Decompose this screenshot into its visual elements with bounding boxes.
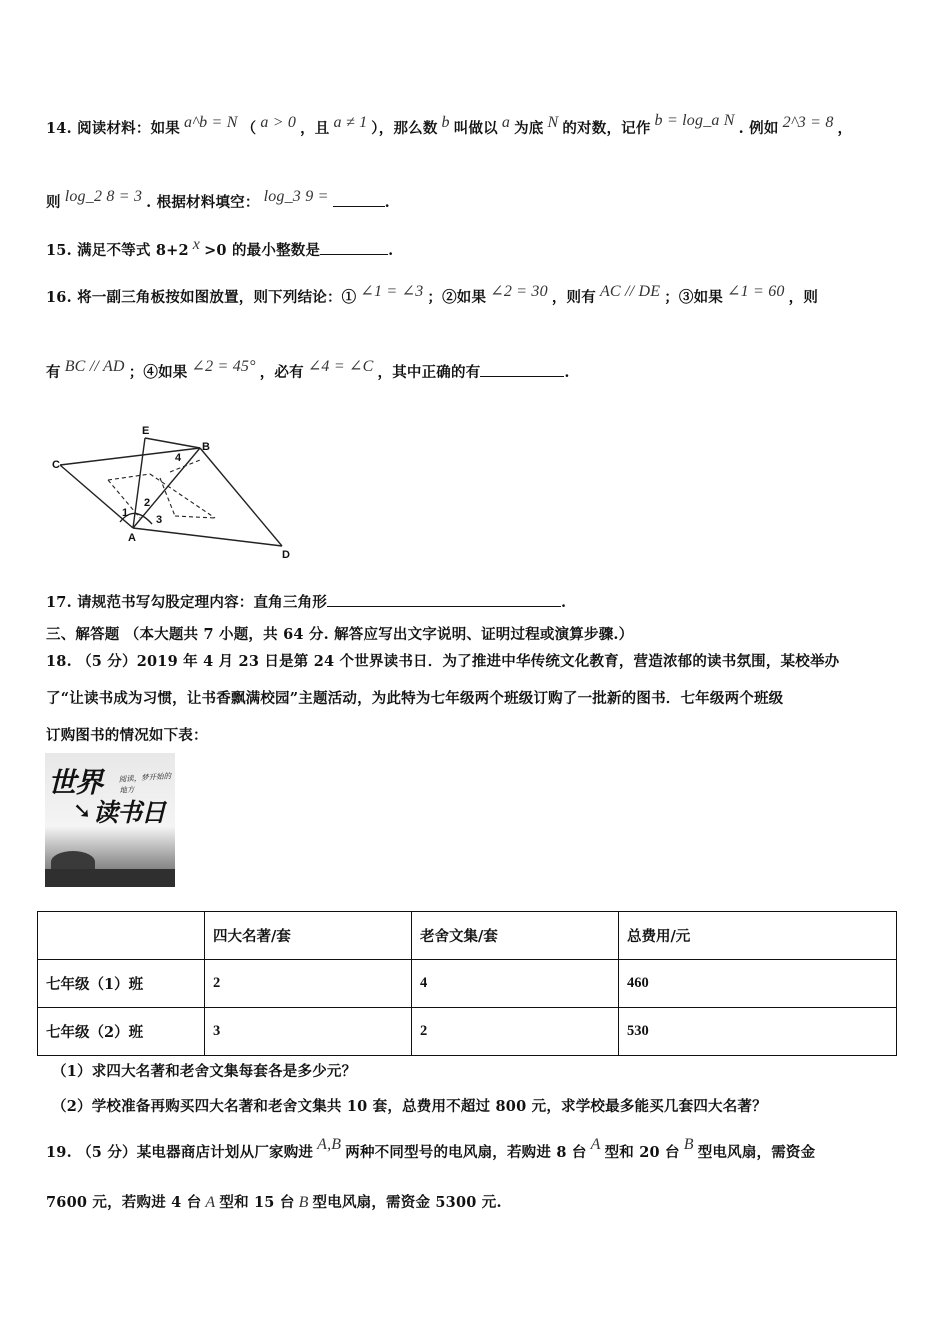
q18-line3: 订购图书的情况如下表： xyxy=(46,727,208,744)
world-book-day-poster xyxy=(45,753,175,887)
math-x: x xyxy=(192,236,201,253)
label-A: A xyxy=(128,532,136,544)
label-4: 4 xyxy=(175,452,182,464)
math-log2-8: log_2 8 = 3 xyxy=(64,188,143,205)
math-power: a^b = N xyxy=(183,114,238,131)
q15-line: 15. 满足不等式 8+2 x >0 的最小整数是 . xyxy=(46,236,394,259)
label-E: E xyxy=(142,425,150,437)
math-example: 2^3 = 8 xyxy=(782,114,834,131)
label-3: 3 xyxy=(156,514,163,526)
answer-blank xyxy=(327,592,561,607)
line-E-B xyxy=(145,438,200,448)
q16-line2: 有 BC // AD ；④如果 ∠2 = 45° ，必有 ∠4 = ∠C ，其中正确的有 . xyxy=(46,358,570,381)
q19-line2: 7600 元，若购进 4 台 A 型和 15 台 B 型电风扇，需资金 5300 元. xyxy=(46,1194,502,1211)
book-order-table xyxy=(37,911,897,1056)
arrow-icon: ➘ xyxy=(73,799,92,824)
poster-title-2: 读书日 xyxy=(93,798,166,827)
line-B-D xyxy=(200,448,282,546)
label-B: B xyxy=(202,441,210,453)
q14-number: 14. xyxy=(46,120,72,137)
q18-sub2: （2）学校准备再购买四大名著和老舍文集共 10 套，总费用不超过 800 元，求学校最多能买几套四大名著？ xyxy=(52,1098,767,1115)
answer-blank xyxy=(320,240,388,255)
q14-line2: 则 log_2 8 = 3 . 根据材料填空： log_3 9 = . xyxy=(46,188,390,211)
label-C: C xyxy=(52,459,60,471)
math-a-not-one: a ≠ 1 xyxy=(333,114,368,131)
label-D: D xyxy=(282,549,290,560)
q19-line1: 19. （5 分）某电器商店计划从厂家购进 A,B 两种不同型号的电风扇，若购进 8 台 A 型和 20 台 B 型电风扇，需资金 xyxy=(46,1136,816,1161)
q18-line1: 18. （5 分）2019 年 4 月 23 日是第 24 个世界读书日．为了推进中华传统文化教育，营造浓郁的读书氛围，某校举办 xyxy=(46,653,840,670)
table-row: 七年级（2）班 3 2 530 xyxy=(38,1008,897,1056)
triangle-figure xyxy=(50,420,300,560)
section-heading: 三、解答题 （本大题共 7 小题，共 64 分. 解答应写出文字说明、证明过程或演算步骤.） xyxy=(46,626,634,643)
math-log3-9: log_3 9 = xyxy=(263,188,329,205)
table-row: 七年级（1）班 2 4 460 xyxy=(38,960,897,1008)
q17-line: 17. 请规范书写勾股定理内容：直角三角形 . xyxy=(46,594,567,611)
table-header-row: 四大名著/套 老舍文集/套 总费用/元 xyxy=(38,912,897,960)
poster-slogan: 阅读，梦开始的地方 xyxy=(118,771,172,795)
label-1: 1 xyxy=(122,507,129,519)
poster-title-1: 世界 xyxy=(48,766,103,799)
q14-line1: 14. 阅读材料：如果 a^b = N （ a > 0 ，且 a ≠ 1 ），那么数 b 叫做以 a 为底 N 的对数，记作 b = log_a N . 例如 2^3 = 8 ， xyxy=(46,112,853,137)
answer-blank xyxy=(480,362,564,377)
line-A-D xyxy=(133,528,282,546)
q18-line2: 了“让读书成为习惯，让书香飘满校园”主题活动，为此特为七年级两个班级订购了一批新的图书．七年级两个班级 xyxy=(46,690,784,707)
answer-blank xyxy=(333,192,385,207)
label-2: 2 xyxy=(144,497,151,509)
grass-decoration xyxy=(45,869,175,887)
math-a-positive: a > 0 xyxy=(260,114,297,131)
q16-line1: 16. 将一副三角板按如图放置，则下列结论：① ∠1 = ∠3 ；②如果 ∠2 = 30 ，则有 AC // DE ；③如果 ∠1 = 60 ，则 xyxy=(46,283,819,306)
q18-sub1: （1）求四大名著和老舍文集每套各是多少元？ xyxy=(52,1063,357,1080)
math-log-def: b = log_a N xyxy=(654,112,735,129)
